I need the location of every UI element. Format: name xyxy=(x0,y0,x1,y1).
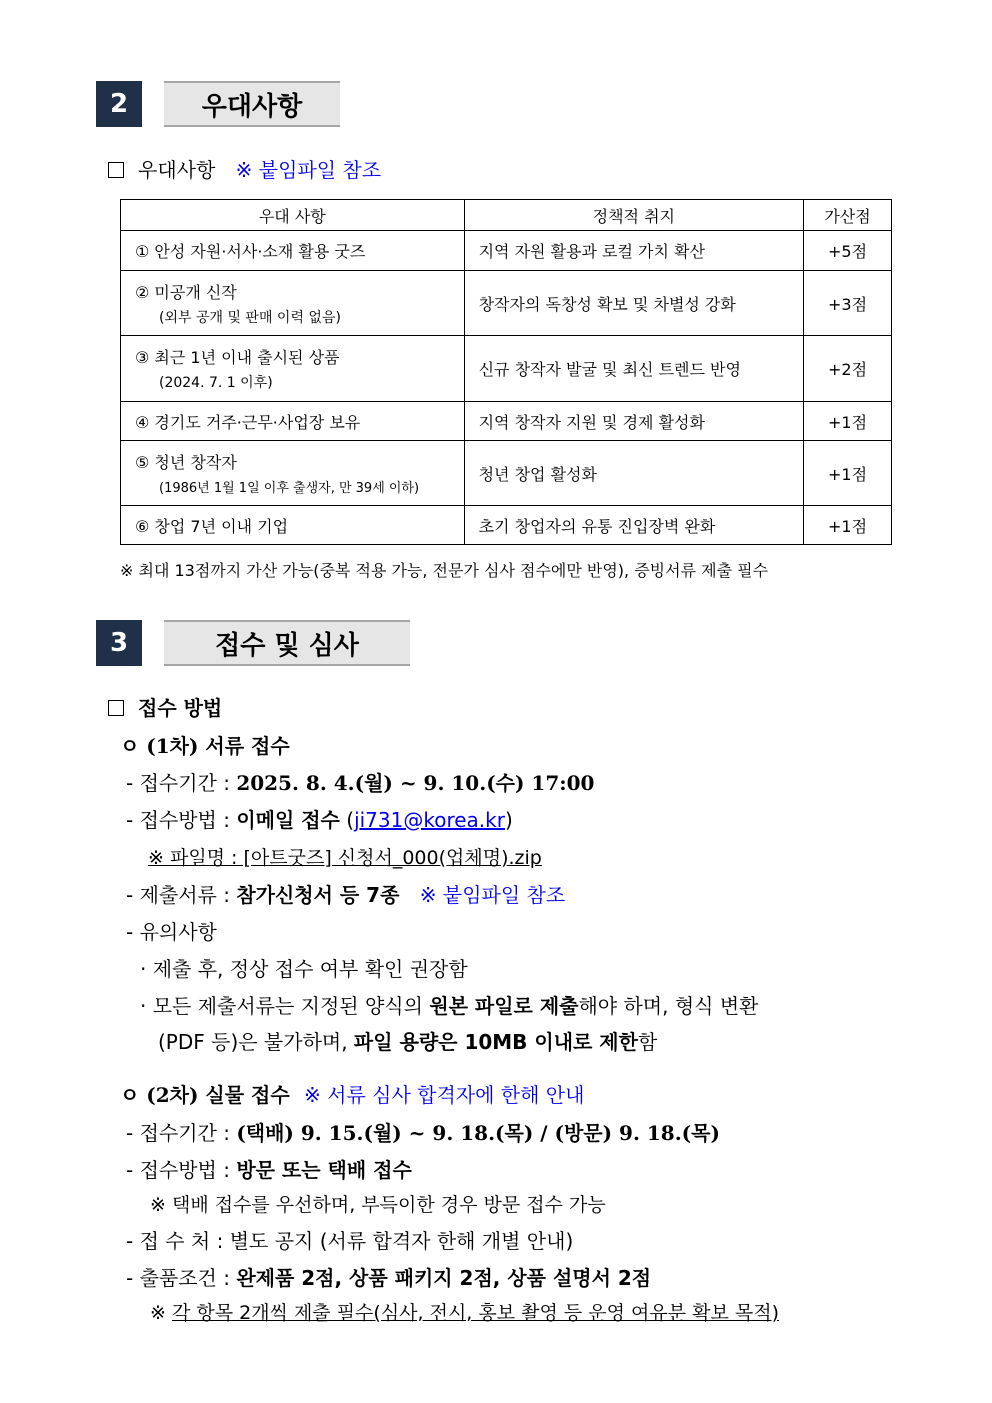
bonus-purpose: 지역 자원 활용과 로컬 가치 확산 xyxy=(464,231,803,271)
round1-docs: - 제출서류 : 참가신청서 등 7종 ※ 붙임파일 참조 xyxy=(126,883,566,907)
caution-item: · 제출 후, 정상 접수 여부 확인 권장함 xyxy=(140,957,468,981)
round1-title: ㅇ (1차) 서류 접수 xyxy=(120,734,290,758)
section-number: 3 xyxy=(96,620,142,666)
bonus-points: +1점 xyxy=(804,402,892,441)
round2-period: - 접수기간 : (택배) 9. 15.(월) ~ 9. 18.(목) / (방문) 9. 18.(목) xyxy=(126,1121,720,1145)
table-row xyxy=(121,336,892,402)
bonus-item: ④ 경기도 거주·근무·사업장 보유 xyxy=(121,402,465,441)
table-header-row xyxy=(121,200,892,231)
table-row xyxy=(121,271,892,336)
bonus-points: +2점 xyxy=(804,336,892,402)
section-number: 2 xyxy=(96,81,142,127)
column-header: 정책적 취지 xyxy=(464,200,803,231)
bonus-table xyxy=(120,199,892,545)
bonus-item: ⑥ 창업 7년 이내 기업 xyxy=(121,506,465,545)
filename-note: ※ 파일명 : [아트굿즈] 신청서_000(업체명).zip xyxy=(148,847,542,869)
round2-method-note: ※ 택배 접수를 우선하며, 부득이한 경우 방문 접수 가능 xyxy=(150,1194,606,1216)
bonus-item: ⑤ 청년 창작자 (1986년 1월 1일 이후 출생자, 만 39세 이하) xyxy=(121,441,465,506)
round2-condition: - 출품조건 : 완제품 2점, 상품 패키지 2점, 상품 설명서 2점 xyxy=(126,1266,652,1290)
round2-title: ㅇ (2차) 실물 접수 ※ 서류 심사 합격자에 한해 안내 xyxy=(120,1083,585,1107)
bonus-points: +1점 xyxy=(804,441,892,506)
caution-item: · 모든 제출서류는 지정된 양식의 원본 파일로 제출해야 하며, 형식 변환 xyxy=(140,994,759,1018)
round2-condition-note: ※ 각 항목 2개씩 제출 필수(심사, 전시, 홍보 촬영 등 운영 여유분 확보 목적) xyxy=(150,1302,779,1324)
square-bullet-icon xyxy=(108,162,124,178)
bonus-item: ② 미공개 신작 (외부 공개 및 판매 이력 없음) xyxy=(121,271,465,336)
email-link[interactable]: ji731@korea.kr xyxy=(354,808,505,832)
round1-period: - 접수기간 : 2025. 8. 4.(월) ~ 9. 10.(수) 17:00 xyxy=(126,771,595,795)
bonus-purpose: 신규 창작자 발굴 및 최신 트렌드 반영 xyxy=(464,336,803,402)
section-2-header xyxy=(96,81,340,127)
method-bullet: 접수 방법 xyxy=(108,692,222,721)
table-row xyxy=(121,441,892,506)
bonus-footnote: ※ 최대 13점까지 가산 가능(중복 적용 가능, 전문가 심사 점수에만 반영), 증빙서류 제출 필수 xyxy=(120,561,769,580)
column-header: 가산점 xyxy=(804,200,892,231)
square-bullet-icon xyxy=(108,700,124,716)
table-row xyxy=(121,402,892,441)
bonus-points: +3점 xyxy=(804,271,892,336)
table-row xyxy=(121,506,892,545)
bonus-points: +1점 xyxy=(804,506,892,545)
round1-caution: - 유의사항 xyxy=(126,920,217,944)
bonus-item: ① 안성 자원·서사·소재 활용 굿즈 xyxy=(121,231,465,271)
bonus-purpose: 창작자의 독창성 확보 및 차별성 강화 xyxy=(464,271,803,336)
section-title: 우대사항 xyxy=(164,81,340,127)
bonus-item: ③ 최근 1년 이내 출시된 상품 (2024. 7. 1 이후) xyxy=(121,336,465,402)
round2-method: - 접수방법 : 방문 또는 택배 접수 xyxy=(126,1158,412,1182)
table-row xyxy=(121,231,892,271)
round1-method: - 접수방법 : 이메일 접수 (ji731@korea.kr) xyxy=(126,808,513,832)
bonus-purpose: 지역 창작자 지원 및 경제 활성화 xyxy=(464,402,803,441)
bonus-purpose: 청년 창업 활성화 xyxy=(464,441,803,506)
section-title: 접수 및 심사 xyxy=(164,620,410,666)
bonus-points: +5점 xyxy=(804,231,892,271)
attachment-note: ※ 붙임파일 참조 xyxy=(235,158,382,182)
bonus-purpose: 초기 창업자의 유통 진입장벽 완화 xyxy=(464,506,803,545)
attachment-note: ※ 붙임파일 참조 xyxy=(419,883,566,907)
column-header: 우대 사항 xyxy=(121,200,465,231)
round2-place: - 접 수 처 : 별도 공지 (서류 합격자 한해 개별 안내) xyxy=(126,1229,574,1253)
caution-item-continued: (PDF 등)은 불가하며, 파일 용량은 10MB 이내로 제한함 xyxy=(158,1030,658,1054)
section-3-header xyxy=(96,620,410,666)
bonus-bullet: 우대사항 ※ 붙임파일 참조 xyxy=(108,154,381,183)
